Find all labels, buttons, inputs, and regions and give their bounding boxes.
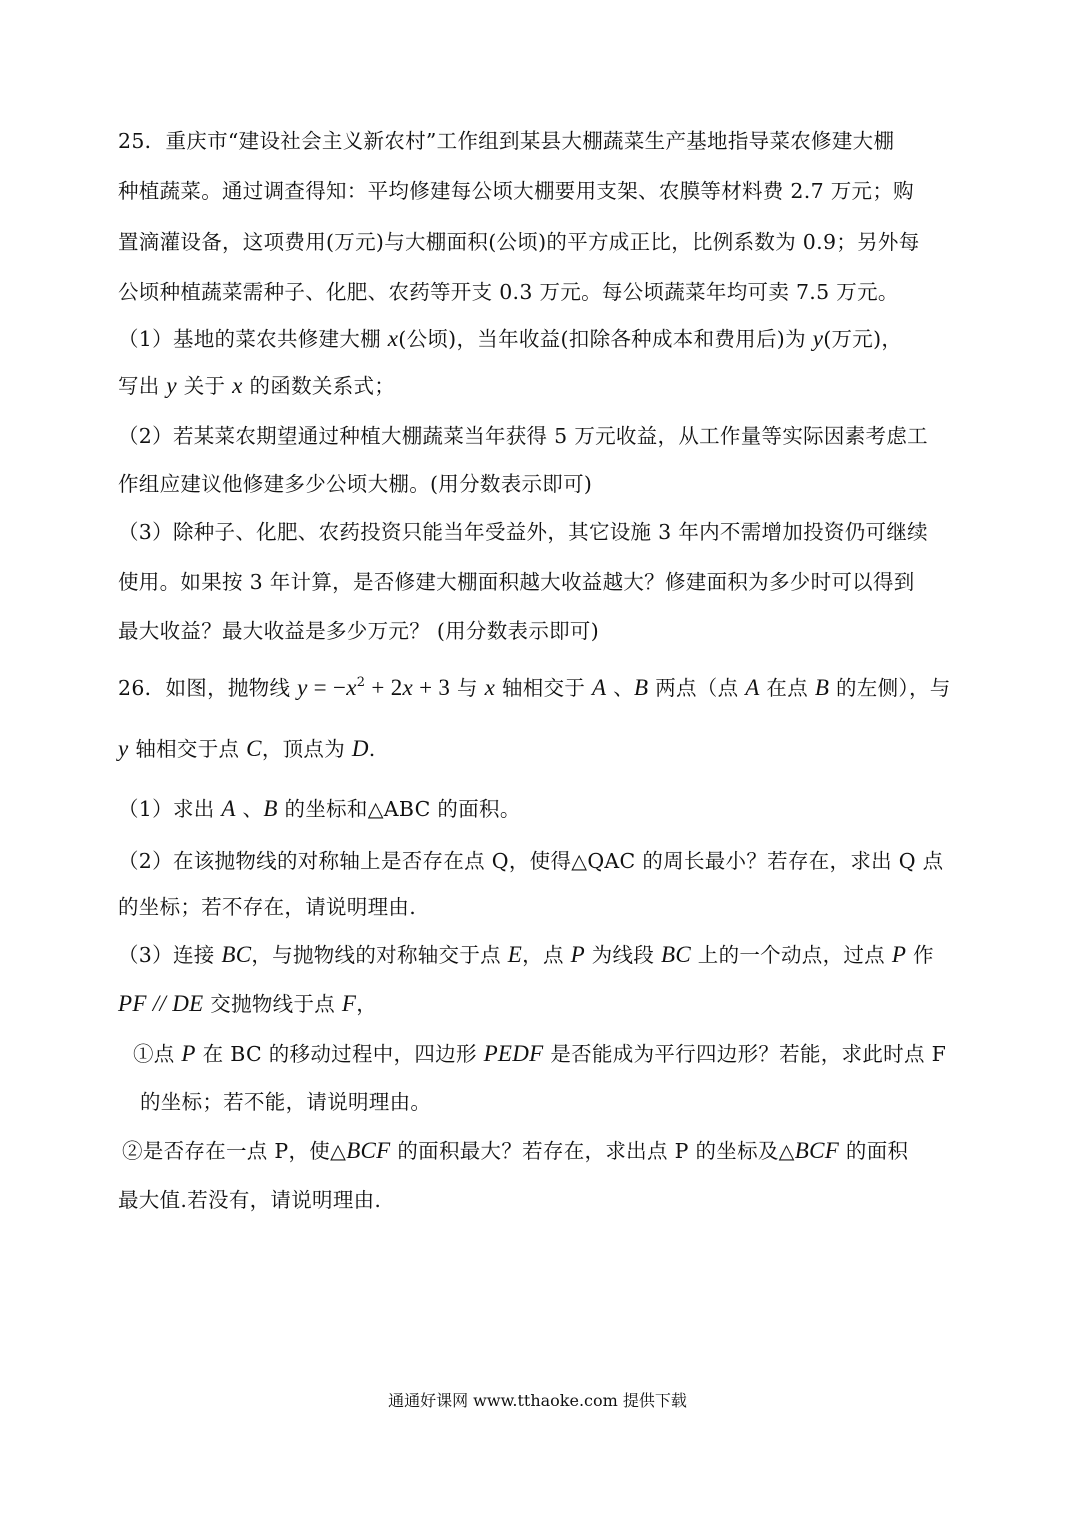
point-b: B	[263, 796, 278, 821]
q26-sub1-line-2: 的坐标；若不能，请说明理由。	[140, 1090, 432, 1114]
var-x: x	[484, 675, 496, 700]
eq-var-x: x	[346, 675, 357, 700]
q26-text: 上的一个动点，过点	[690, 943, 892, 967]
var-x: x	[232, 373, 243, 398]
q26-text: 的面积最大？若存在，求出点 P 的坐标及△	[390, 1139, 795, 1163]
triangle-bcf: BCF	[794, 1138, 840, 1163]
q26-text: 作	[906, 943, 934, 967]
q26-text: 为线段	[584, 943, 661, 967]
page-footer: 通通好课网 www.tthaoke.com 提供下载	[388, 1391, 687, 1410]
eq-var-y: y	[297, 675, 308, 700]
q26-text: 的面积	[839, 1139, 909, 1163]
q26-part2-line-2: 的坐标；若不存在，请说明理由.	[118, 895, 417, 919]
point-p: P	[891, 942, 907, 967]
q26-text: 在点	[759, 676, 815, 700]
q26-text: .	[368, 737, 376, 761]
eq-term: + 2	[365, 675, 403, 700]
q26-text: 26．如图，抛物线	[118, 676, 298, 700]
segment-bc: BC	[221, 942, 252, 967]
eq-exponent: 2	[356, 675, 366, 690]
q25-part2-line-1: （2）若某菜农期望通过种植大棚蔬菜当年获得 5 万元收益，从工作量等实际因素考虑工	[118, 424, 928, 448]
q25-part1-text: 关于	[176, 374, 233, 398]
q25-part2-line-2: 作组应建议他修建多少公顷大棚。(用分数表示即可)	[118, 472, 593, 496]
q25-part1-text: 写出	[118, 374, 167, 398]
q26-text: 轴相交于点	[128, 737, 247, 761]
eq-operator: = −	[307, 675, 347, 700]
var-y: y	[812, 326, 824, 351]
point-a: A	[221, 796, 236, 821]
q26-sub2-line-2: 最大值.若没有，请说明理由.	[118, 1188, 382, 1212]
point-p: P	[181, 1041, 196, 1066]
q25-line-1: 25．重庆市“建设社会主义新农村”工作组到某县大棚蔬菜生产基地指导菜农修建大棚	[118, 129, 895, 153]
q26-text: ，点	[522, 943, 571, 967]
point-a: A	[745, 675, 760, 700]
q26-text: 的左侧），与	[829, 676, 951, 700]
parallel-symbol: //	[146, 991, 173, 1016]
point-b: B	[634, 675, 649, 700]
q26-text: ，顶点为	[261, 737, 352, 761]
q26-text: ①点	[133, 1042, 182, 1066]
segment-bc: BC	[660, 942, 691, 967]
q26-text: 与	[450, 676, 485, 700]
q26-text: ，与抛物线的对称轴交于点	[251, 943, 508, 967]
point-a: A	[592, 675, 607, 700]
q26-part3-line-2	[118, 990, 377, 1018]
q25-part1-text: (万元)，	[823, 327, 903, 351]
q25-part3-line-1: （3）除种子、化肥、农药投资只能当年受益外，其它设施 3 年内不需增加投资仍可继续	[118, 520, 928, 544]
q26-text: （1）求出	[118, 797, 222, 821]
q25-line-4: 公顷种植蔬菜需种子、化肥、农药等开支 0.3 万元。每公顷蔬菜年均可卖 7.5 万元。	[118, 280, 899, 304]
q25-part1-text: （1）基地的菜农共修建大棚	[118, 327, 388, 351]
q26-text: 轴相交于	[495, 676, 593, 700]
triangle-bcf: BCF	[346, 1138, 391, 1163]
q26-text: ②是否存在一点 P，使△	[122, 1139, 347, 1163]
q25-part3-line-2: 使用。如果按 3 年计算，是否修建大棚面积越大收益越大？修建面积为多少时可以得到	[118, 570, 915, 594]
q25-part1-text: 的函数关系式；	[242, 374, 396, 398]
point-d: D	[351, 736, 369, 761]
q26-part3-line-1	[118, 941, 934, 969]
point-b: B	[814, 675, 830, 700]
q25-part3-line-3: 最大收益？最大收益是多少万元？ (用分数表示即可)	[118, 619, 600, 643]
eq-var-x: x	[402, 675, 414, 700]
point-e: E	[507, 942, 523, 967]
q26-part1	[118, 795, 521, 823]
eq-term: + 3	[413, 675, 451, 700]
q26-text: （3）连接	[118, 943, 222, 967]
q26-text: 在 BC 的移动过程中，四边形	[195, 1042, 484, 1066]
quadrilateral-pedf: PEDF	[483, 1041, 544, 1066]
q25-part1-line-2	[118, 372, 395, 400]
q25-part1-text: (公顷)，当年收益(扣除各种成本和费用后)为	[398, 327, 813, 351]
var-x: x	[387, 326, 399, 351]
var-y: y	[118, 736, 129, 761]
var-y: y	[166, 373, 177, 398]
point-c: C	[246, 736, 262, 761]
q25-part1-line-1	[118, 325, 902, 353]
q26-text: 、	[606, 676, 635, 700]
q26-text: 两点（点	[648, 676, 746, 700]
q26-intro-line-2	[118, 735, 376, 763]
q26-text: 的坐标和△ABC 的面积。	[277, 797, 521, 821]
segment-de: DE	[172, 991, 204, 1016]
q26-part2-line-1: （2）在该抛物线的对称轴上是否存在点 Q，使得△QAC 的周长最小？若存在，求出 Q 点	[118, 849, 944, 873]
q26-sub1-line-1	[133, 1040, 946, 1068]
point-f: F	[341, 991, 357, 1016]
point-p: P	[570, 942, 585, 967]
q25-line-2: 种植蔬菜。通过调查得知：平均修建每公顷大棚要用支架、农膜等材料费 2.7 万元；购	[118, 179, 914, 203]
q26-text: 、	[235, 797, 264, 821]
segment-pf: PF	[118, 991, 147, 1016]
q26-text: 交抛物线于点	[203, 992, 342, 1016]
q26-sub2-line-1	[122, 1137, 908, 1165]
q26-text: ，	[356, 992, 378, 1016]
q25-line-3: 置滴灌设备，这项费用(万元)与大棚面积(公顷)的平方成正比，比例系数为 0.9；另外每	[118, 230, 920, 254]
q26-text: 是否能成为平行四边形？若能，求此时点 F	[543, 1042, 947, 1066]
q26-intro-line-1	[118, 674, 951, 702]
